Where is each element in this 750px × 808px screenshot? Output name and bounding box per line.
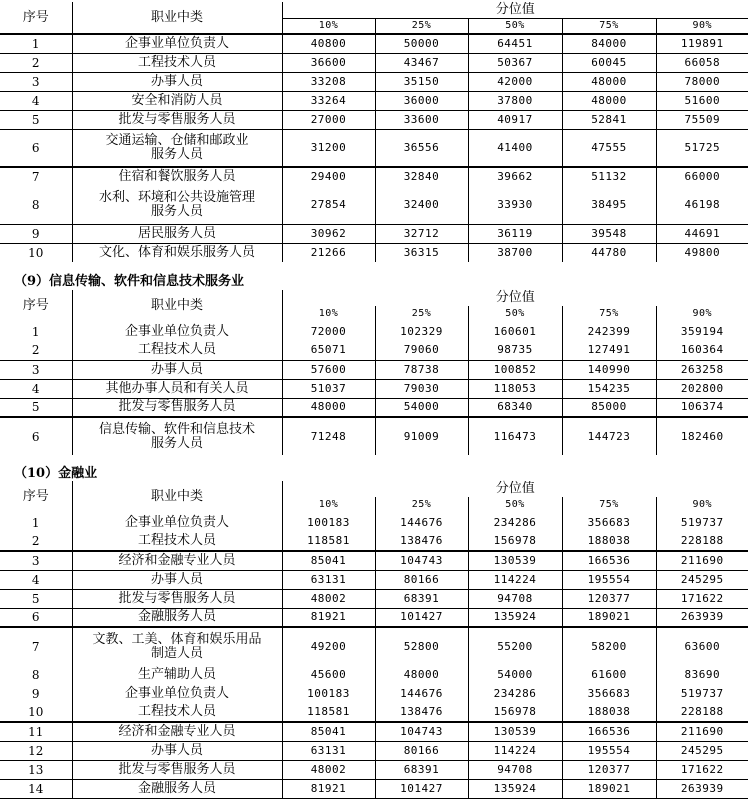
value-p25: 138476	[375, 703, 468, 722]
col-header-occupation: 职业中类	[72, 481, 282, 513]
pct-75: 75%	[562, 497, 656, 513]
table-row	[0, 703, 748, 722]
row-index: 7	[0, 167, 72, 186]
value-p90: 106374	[656, 398, 748, 417]
pct-10: 10%	[282, 18, 375, 34]
value-p10: 33208	[282, 72, 375, 91]
wage-table-2	[0, 290, 748, 455]
value-p90: 519737	[680, 515, 724, 529]
value-p50: 68340	[468, 398, 562, 417]
row-index: 5	[0, 589, 72, 608]
value-p75: 166536	[562, 551, 656, 570]
table-row	[0, 224, 748, 243]
row-index: 14	[0, 779, 72, 798]
occupation-line-1: 水利、环境和公共设施管理	[98, 189, 255, 205]
pct-25: 25%	[375, 306, 468, 322]
value-p10: 81921	[282, 608, 375, 627]
occupation	[72, 417, 282, 455]
occupation: 金融服务人员	[72, 779, 282, 798]
table-row	[0, 532, 748, 551]
value-p90: 160364	[680, 343, 724, 357]
occupation-line-2: 服务人员	[150, 435, 203, 451]
occupation: 金融服务人员	[72, 608, 282, 627]
pct-25: 25%	[375, 497, 468, 513]
value-p75: 154235	[562, 379, 656, 398]
occupation: 办事人员	[72, 72, 282, 91]
value-p25: 101427	[375, 608, 468, 627]
value-p25: 138476	[375, 532, 468, 551]
value-p50: 234286	[468, 513, 562, 532]
occupation: 其他办事人员和有关人员	[72, 379, 282, 398]
value-p25: 68391	[375, 760, 468, 779]
pct-90: 90%	[692, 499, 713, 510]
occupation: 文化、体育和娱乐服务人员	[72, 243, 282, 262]
occupation: 办事人员	[72, 741, 282, 760]
row-index: 4	[0, 379, 72, 398]
row-index: 11	[0, 722, 72, 741]
occupation: 安全和消防人员	[72, 91, 282, 110]
table-1-body	[0, 34, 748, 262]
col-header-index: 序号	[0, 2, 72, 34]
occupation-line-2: 服务人员	[150, 203, 203, 219]
value-p25: 33600	[375, 110, 468, 129]
value-p25: 68391	[375, 589, 468, 608]
occupation	[72, 129, 282, 167]
value-p75: 39548	[562, 224, 656, 243]
table-row	[0, 741, 748, 760]
occupation	[72, 627, 282, 665]
value-p90: 44691	[656, 224, 748, 243]
value-p90: 119891	[656, 34, 748, 53]
value-p90: 66000	[656, 167, 748, 186]
value-p25: 144676	[375, 513, 468, 532]
value-p90: 66058	[656, 53, 748, 72]
occupation: 住宿和餐饮服务人员	[72, 167, 282, 186]
value-p75: 188038	[562, 703, 656, 722]
value-p75: 85000	[562, 398, 656, 417]
value-p50: 54000	[468, 665, 562, 684]
row-index: 2	[0, 341, 72, 360]
occupation: 工程技术人员	[72, 341, 282, 360]
value-p50: 36119	[468, 224, 562, 243]
value-p50: 156978	[468, 532, 562, 551]
value-p10: 85041	[282, 551, 375, 570]
col-header-occupation: 职业中类	[72, 2, 282, 34]
value-p75: 38495	[562, 186, 656, 224]
table-row	[0, 110, 748, 129]
col-header-percentile: 分位值	[495, 481, 535, 496]
value-p25: 104743	[375, 551, 468, 570]
row-index: 6	[0, 129, 72, 167]
value-p10: 33264	[282, 91, 375, 110]
value-p10: 81921	[282, 779, 375, 798]
value-p10: 100183	[282, 684, 375, 703]
pct-90: 90%	[692, 308, 713, 319]
table-row	[0, 129, 748, 167]
value-p50: 94708	[468, 760, 562, 779]
value-p75: 127491	[562, 341, 656, 360]
table-row	[0, 665, 748, 684]
table-row	[0, 167, 748, 186]
value-p10: 48000	[282, 398, 375, 417]
table-row	[0, 779, 748, 798]
value-p90: 245295	[656, 741, 748, 760]
occupation-line-1: 交通运输、仓储和邮政业	[105, 132, 249, 148]
occupation: 办事人员	[72, 360, 282, 379]
col-header-index: 序号	[0, 290, 72, 322]
value-p25: 52800	[375, 627, 468, 665]
value-p10: 49200	[282, 627, 375, 665]
wage-table-1	[0, 2, 748, 262]
value-p25: 36000	[375, 91, 468, 110]
value-p90: 263258	[656, 360, 748, 379]
value-p75: 356683	[562, 513, 656, 532]
value-p10: 27854	[282, 186, 375, 224]
row-index: 5	[0, 110, 72, 129]
table-3-body	[0, 513, 748, 798]
table-row	[0, 34, 748, 53]
value-p90: 51600	[656, 91, 748, 110]
row-index: 1	[0, 513, 72, 532]
value-p50: 156978	[468, 703, 562, 722]
value-p90: 211690	[656, 722, 748, 741]
occupation	[72, 186, 282, 224]
value-p50: 118053	[468, 379, 562, 398]
occupation: 企事业单位负责人	[72, 322, 282, 341]
value-p75: 189021	[562, 608, 656, 627]
value-p50: 64451	[468, 34, 562, 53]
row-index: 1	[0, 322, 72, 341]
value-p75: 44780	[562, 243, 656, 262]
value-p75: 51132	[562, 167, 656, 186]
value-p90: 83690	[684, 667, 721, 681]
value-p25: 78738	[375, 360, 468, 379]
value-p50: 94708	[468, 589, 562, 608]
table-row	[0, 379, 748, 398]
value-p90: 263939	[656, 779, 748, 798]
value-p10: 48002	[282, 589, 375, 608]
table-row	[0, 722, 748, 741]
row-index: 4	[0, 570, 72, 589]
value-p50: 37800	[468, 91, 562, 110]
occupation: 批发与零售服务人员	[72, 760, 282, 779]
row-index: 10	[0, 703, 72, 722]
pct-75: 75%	[562, 18, 656, 34]
value-p90: 49800	[656, 243, 748, 262]
value-p90: 245295	[656, 570, 748, 589]
table-row	[0, 91, 748, 110]
occupation: 经济和金融专业人员	[72, 722, 282, 741]
pct-50: 50%	[468, 497, 562, 513]
occupation: 办事人员	[72, 570, 282, 589]
value-p50: 50367	[468, 53, 562, 72]
row-index: 2	[0, 53, 72, 72]
row-index: 3	[0, 72, 72, 91]
value-p50: 116473	[468, 417, 562, 455]
value-p25: 32840	[375, 167, 468, 186]
wage-table-3	[0, 481, 748, 799]
table-row	[0, 243, 748, 262]
value-p75: 188038	[562, 532, 656, 551]
row-index: 4	[0, 91, 72, 110]
value-p75: 189021	[562, 779, 656, 798]
table-row	[0, 684, 748, 703]
row-index: 10	[0, 243, 72, 262]
value-p75: 60045	[562, 53, 656, 72]
value-p75: 61600	[562, 665, 656, 684]
value-p10: 71248	[282, 417, 375, 455]
value-p50: 42000	[468, 72, 562, 91]
occupation-line-1: 信息传输、软件和信息技术	[98, 421, 255, 437]
value-p25: 144676	[375, 684, 468, 703]
occupation-line-2: 服务人员	[150, 146, 203, 162]
section-title-finance: （10）金融业	[14, 466, 98, 481]
table-row	[0, 398, 748, 417]
value-p10: 45600	[282, 665, 375, 684]
value-p25: 80166	[375, 741, 468, 760]
pct-50: 50%	[468, 306, 562, 322]
value-p25: 54000	[375, 398, 468, 417]
value-p50: 39662	[468, 167, 562, 186]
value-p75: 166536	[562, 722, 656, 741]
value-p50: 33930	[468, 186, 562, 224]
value-p75: 140990	[562, 360, 656, 379]
occupation: 批发与零售服务人员	[72, 589, 282, 608]
value-p25: 104743	[375, 722, 468, 741]
occupation: 批发与零售服务人员	[72, 110, 282, 129]
table-row	[0, 417, 748, 455]
value-p10: 31200	[282, 129, 375, 167]
pct-90: 90%	[692, 19, 713, 31]
value-p50: 135924	[468, 608, 562, 627]
value-p50: 114224	[468, 741, 562, 760]
value-p75: 84000	[562, 34, 656, 53]
row-index: 1	[0, 34, 72, 53]
value-p90: 63600	[656, 627, 748, 665]
occupation: 企事业单位负责人	[72, 684, 282, 703]
table-row	[0, 608, 748, 627]
value-p90: 171622	[656, 760, 748, 779]
value-p10: 21266	[282, 243, 375, 262]
occupation: 生产辅助人员	[72, 665, 282, 684]
occupation: 企事业单位负责人	[72, 513, 282, 532]
value-p90: 182460	[656, 417, 748, 455]
value-p75: 242399	[562, 322, 656, 341]
value-p10: 100183	[282, 513, 375, 532]
value-p50: 114224	[468, 570, 562, 589]
value-p25: 35150	[375, 72, 468, 91]
row-index: 3	[0, 551, 72, 570]
occupation-line-2: 制造人员	[150, 645, 203, 661]
value-p50: 234286	[468, 684, 562, 703]
row-index: 9	[0, 684, 72, 703]
pct-75: 75%	[562, 306, 656, 322]
table-row	[0, 341, 748, 360]
value-p10: 85041	[282, 722, 375, 741]
table-row	[0, 760, 748, 779]
value-p90: 211690	[656, 551, 748, 570]
value-p10: 30962	[282, 224, 375, 243]
occupation: 工程技术人员	[72, 53, 282, 72]
value-p10: 36600	[282, 53, 375, 72]
value-p90: 46198	[684, 197, 721, 211]
value-p10: 51037	[282, 379, 375, 398]
occupation: 工程技术人员	[72, 532, 282, 551]
value-p50: 38700	[468, 243, 562, 262]
value-p10: 118581	[282, 532, 375, 551]
value-p75: 195554	[562, 741, 656, 760]
pct-10: 10%	[282, 497, 375, 513]
occupation: 工程技术人员	[72, 703, 282, 722]
value-p10: 63131	[282, 741, 375, 760]
value-p75: 48000	[562, 72, 656, 91]
occupation: 批发与零售服务人员	[72, 398, 282, 417]
value-p50: 98735	[468, 341, 562, 360]
value-p75: 47555	[562, 129, 656, 167]
section-title-it: （9）信息传输、软件和信息技术服务业	[14, 274, 245, 289]
row-index: 8	[0, 186, 72, 224]
value-p10: 40800	[282, 34, 375, 53]
table-row	[0, 360, 748, 379]
occupation: 企事业单位负责人	[72, 34, 282, 53]
value-p90: 228188	[680, 534, 724, 547]
value-p90: 75509	[656, 110, 748, 129]
value-p75: 195554	[562, 570, 656, 589]
value-p50: 55200	[468, 627, 562, 665]
col-header-occupation: 职业中类	[72, 290, 282, 322]
value-p75: 144723	[562, 417, 656, 455]
value-p90: 171622	[656, 589, 748, 608]
table-row	[0, 186, 748, 224]
pct-25: 25%	[375, 18, 468, 34]
value-p75: 120377	[562, 760, 656, 779]
table-row	[0, 53, 748, 72]
occupation: 居民服务人员	[72, 224, 282, 243]
value-p25: 32400	[375, 186, 468, 224]
row-index: 12	[0, 741, 72, 760]
value-p25: 91009	[375, 417, 468, 455]
value-p75: 58200	[562, 627, 656, 665]
value-p10: 48002	[282, 760, 375, 779]
pct-50: 50%	[468, 18, 562, 34]
row-index: 5	[0, 398, 72, 417]
table-row	[0, 322, 748, 341]
col-header-percentile: 分位值	[495, 290, 535, 305]
value-p75: 120377	[562, 589, 656, 608]
pct-10: 10%	[282, 306, 375, 322]
table-row	[0, 589, 748, 608]
value-p10: 63131	[282, 570, 375, 589]
value-p90: 202800	[656, 379, 748, 398]
occupation-line-1: 文教、工美、体育和娱乐用品	[92, 631, 262, 647]
table-row	[0, 551, 748, 570]
occupation: 经济和金融专业人员	[72, 551, 282, 570]
value-p10: 27000	[282, 110, 375, 129]
value-p50: 40917	[468, 110, 562, 129]
value-p10: 118581	[282, 703, 375, 722]
value-p10: 72000	[282, 322, 375, 341]
value-p90: 519737	[680, 686, 724, 700]
value-p75: 48000	[562, 91, 656, 110]
value-p25: 50000	[375, 34, 468, 53]
table-row	[0, 513, 748, 532]
col-header-index: 序号	[0, 481, 72, 513]
row-index: 13	[0, 760, 72, 779]
value-p25: 48000	[375, 665, 468, 684]
value-p90: 51725	[656, 129, 748, 167]
value-p90: 359194	[680, 324, 724, 338]
value-p25: 36556	[375, 129, 468, 167]
value-p75: 52841	[562, 110, 656, 129]
value-p10: 29400	[282, 167, 375, 186]
value-p10: 65071	[282, 341, 375, 360]
row-index: 2	[0, 532, 72, 551]
value-p25: 102329	[375, 322, 468, 341]
value-p90: 78000	[656, 72, 748, 91]
value-p50: 135924	[468, 779, 562, 798]
value-p50: 100852	[468, 360, 562, 379]
value-p25: 79030	[375, 379, 468, 398]
value-p25: 101427	[375, 779, 468, 798]
value-p90: 263939	[656, 608, 748, 627]
value-p90: 228188	[680, 705, 724, 718]
value-p50: 130539	[468, 722, 562, 741]
value-p10: 57600	[282, 360, 375, 379]
value-p75: 356683	[562, 684, 656, 703]
row-index: 8	[0, 665, 72, 684]
row-index: 9	[0, 224, 72, 243]
row-index: 6	[0, 417, 72, 455]
value-p25: 36315	[375, 243, 468, 262]
value-p25: 32712	[375, 224, 468, 243]
value-p25: 43467	[375, 53, 468, 72]
value-p50: 130539	[468, 551, 562, 570]
table-row	[0, 570, 748, 589]
table-2-body	[0, 322, 748, 455]
table-row	[0, 627, 748, 665]
table-row	[0, 72, 748, 91]
value-p25: 79060	[375, 341, 468, 360]
row-index: 3	[0, 360, 72, 379]
col-header-percentile: 分位值	[282, 2, 748, 18]
value-p25: 80166	[375, 570, 468, 589]
row-index: 7	[0, 627, 72, 665]
value-p50: 160601	[468, 322, 562, 341]
value-p50: 41400	[468, 129, 562, 167]
row-index: 6	[0, 608, 72, 627]
